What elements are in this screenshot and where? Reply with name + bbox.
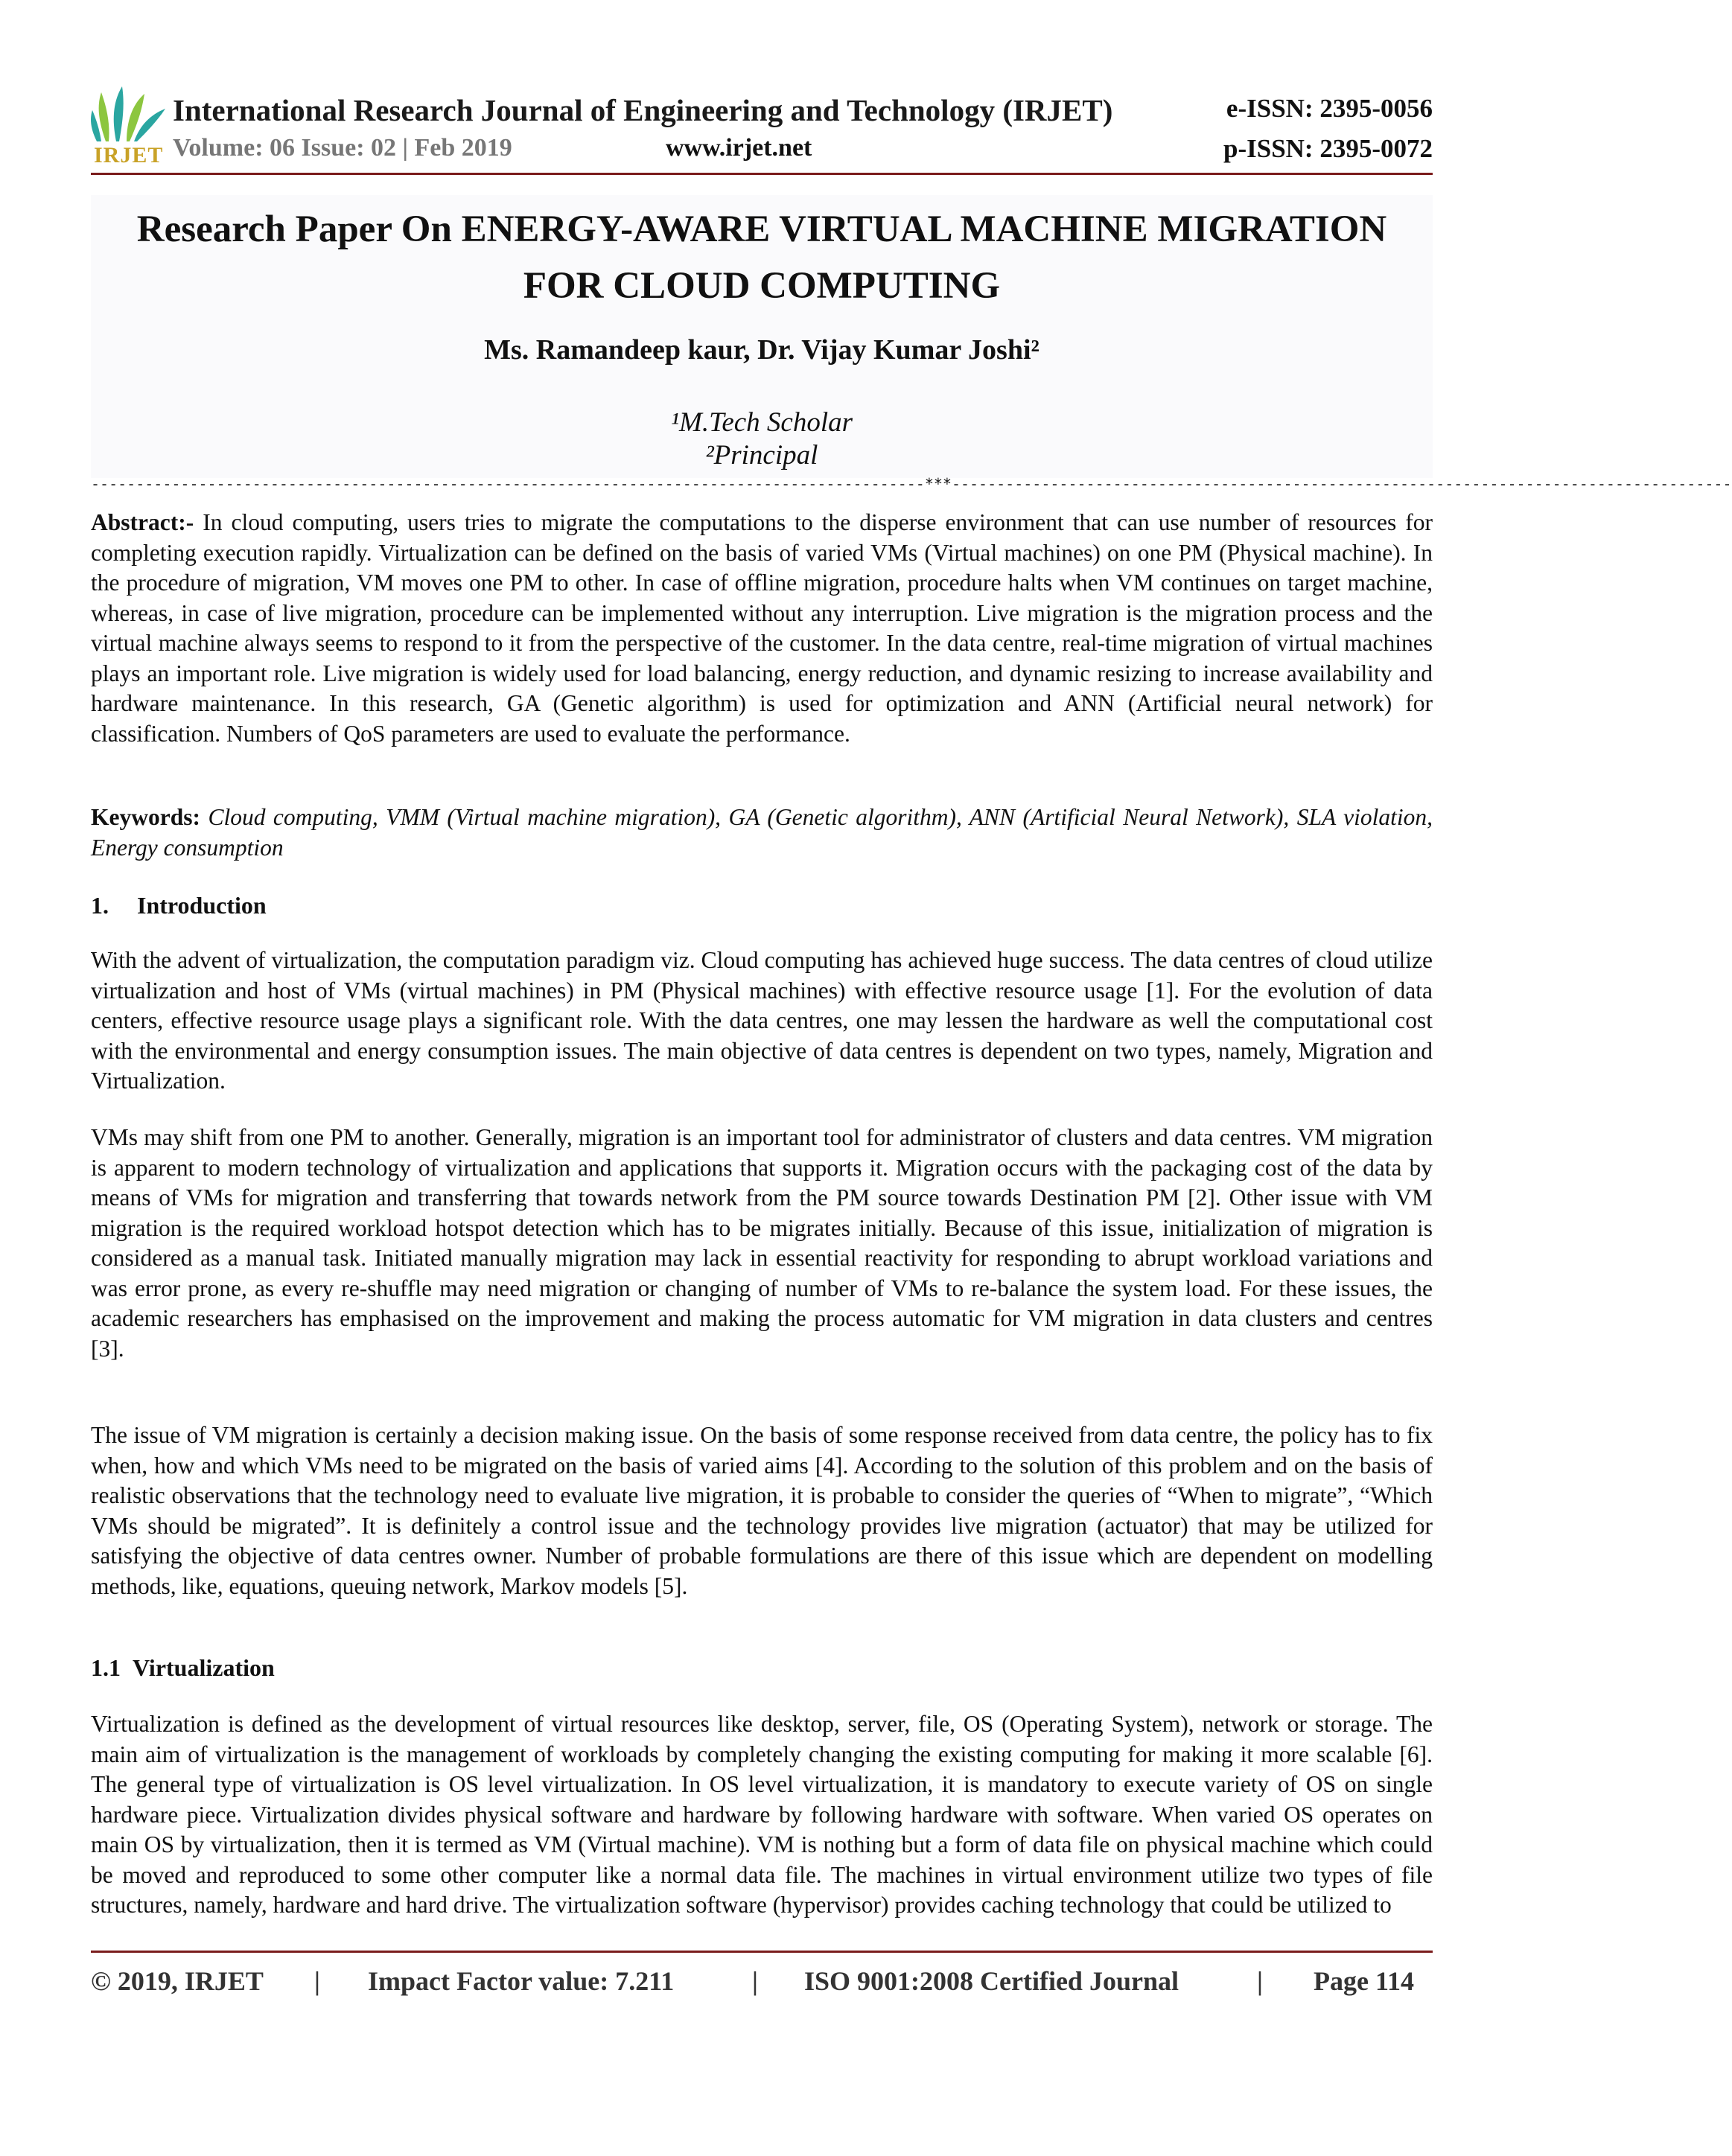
footer-copyright: © 2019, IRJET [91, 1966, 264, 1996]
page-header [91, 83, 1433, 173]
affiliation-2: ²Principal [705, 440, 818, 471]
footer-separator: | [314, 1966, 320, 1996]
paper-title-line-1: Research Paper On ENERGY-AWARE VIRTUAL MACHINE MIGRATION [136, 208, 1387, 250]
section-number: 1.1 [91, 1654, 121, 1681]
abstract-label: Abstract:- [91, 509, 194, 535]
affiliation-1: ¹M.Tech Scholar [670, 407, 853, 438]
header-divider [91, 173, 1433, 175]
irjet-logo [91, 83, 171, 173]
section-separator: ---------------------------------------------------------------------------------------------***--------------------------------------------------------------------------------------- [91, 475, 1732, 493]
intro-paragraph-1: With the advent of virtualization, the computation paradigm viz. Cloud computing has achieved huge success. The data centres of cloud utilize virtualization and host of VMs (virtual machines) in PM (Physical machines) with effective resource usage [1]. For the evolution of data centers, effective resource usage plays a significant role. With the data centres, one may lessen the hardware as well the computational cost with the environmental and energy consumption issues. The main objective of data centres is dependent on two types, namely, Migration and Virtualization. [91, 947, 1433, 1094]
journal-website: www.irjet.net [666, 134, 812, 162]
journal-title: International Research Journal of Engineering and Technology (IRJET) [173, 93, 1113, 127]
virtualization-paragraph-1: Virtualization is defined as the development of virtual resources like desktop, server, file, OS (Operating System), network or storage. The main aim of virtualization is the management of workloads by completely changing the existing computing for making it more scalable [6]. The general type of virtualization is OS level virtualization. In OS level virtualization, it is mandatory to execute variety of OS on single hardware piece. Virtualization divides physical software and hardware by following hardware with software. When varied OS operates on main OS by virtualization, then it is termed as VM (Virtual machine). VM is nothing but a form of data file on physical machine which could be moved and reproduced to some other computer like a normal data file. The machines in virtual environment utilize two types of file structures, namely, hardware and hard drive. The virtualization software (hypervisor) provides caching technology that could be utilized to [91, 1711, 1433, 1918]
section-number: 1. [91, 892, 109, 919]
footer-divider [91, 1951, 1433, 1953]
keywords-text: Cloud computing, VMM (Virtual machine migration), GA (Genetic algorithm), ANN (Artificial Neural Network), SLA violation, Energy consumption [91, 804, 1433, 861]
paper-title [91, 201, 1433, 314]
abstract-text: In cloud computing, users tries to migrate the computations to the disperse environment that can use number of resources for completing execution rapidly. Virtualization can be defined on the basis of varied VMs (Virtual machines) on one PM (Physical machine). In the procedure of migration, VM moves one PM to other. In case of offline migration, procedure halts when VM continues on target machine, whereas, in case of live migration, procedure can be implemented without any interruption. Live migration is the migration process and the virtual machine always seems to respond to it from the perspective of the customer. In the data centre, real-time migration of virtual machines plays an important role. Live migration is widely used for load balancing, energy reduction, and dynamic resizing to increase availability and hardware maintenance. In this research, GA (Genetic algorithm) is used for optimization and ANN (Artificial neural network) for classification. Numbers of QoS parameters are used to evaluate the performance. [91, 509, 1433, 747]
e-issn: e-ISSN: 2395-0056 [1226, 94, 1433, 123]
volume-issue: Volume: 06 Issue: 02 | Feb 2019 [173, 134, 512, 162]
intro-paragraph-3: The issue of VM migration is certainly a decision making issue. On the basis of some response received from data centre, the policy has to fix when, how and which VMs need to be migrated on the basis of varied aims [4]. According to the solution of this problem and on the basis of realistic observations that the technology need to evaluate live migration, it is probable to consider the queries of “When to migrate”, “Which VMs should be migrated”. It is definitely a control issue and the technology provides live migration (actuator) that may be utilized for satisfying the objective of data centres owner. Number of probable formulations are there of this issue which are dependent on modelling methods, like, equations, queuing network, Markov models [5]. [91, 1422, 1433, 1599]
authors: Ms. Ramandeep kaur, Dr. Vijay Kumar Joshi² [484, 334, 1039, 366]
logo-text: IRJET [94, 143, 164, 168]
p-issn: p-ISSN: 2395-0072 [1223, 134, 1433, 163]
intro-paragraph-2: VMs may shift from one PM to another. Generally, migration is an important tool for administrator of clusters and data centres. VM migration is apparent to modern technology of virtualization and applications that supports it. Migration occurs with the packaging cost of the data by means of VMs for migration and transferring that towards network from the PM source towards Destination PM [2]. Other issue with VM migration is the required workload hotspot detection which has to be migrates initially. Because of this issue, initialization of migration is considered as a manual task. Initiated manually migration may lack in essential reactivity for responding to abrupt workload variations and was error prone, as every re-shuffle may need migration or changing of number of VMs to re-balance the system load. For these issues, the academic researchers has emphasised on the improvement and making the process automatic for VM migration in data clusters and centres [3]. [91, 1124, 1433, 1362]
section-title: Virtualization [133, 1654, 275, 1681]
footer-page-number: Page 114 [1314, 1966, 1414, 1996]
section-heading-introduction [91, 892, 267, 919]
keywords-label: Keywords: [91, 804, 200, 830]
abstract [91, 508, 1433, 749]
paper-title-line-2: FOR CLOUD COMPUTING [523, 265, 1001, 307]
keywords [91, 803, 1433, 863]
section-heading-virtualization [91, 1654, 275, 1682]
footer-separator: | [1257, 1966, 1263, 1996]
footer-iso: ISO 9001:2008 Certified Journal [804, 1966, 1179, 1996]
title-block [91, 195, 1433, 478]
logo-leaf-icon [91, 83, 171, 143]
footer-impact-factor: Impact Factor value: 7.211 [368, 1966, 675, 1996]
section-title: Introduction [137, 892, 267, 919]
footer-separator: | [752, 1966, 758, 1996]
